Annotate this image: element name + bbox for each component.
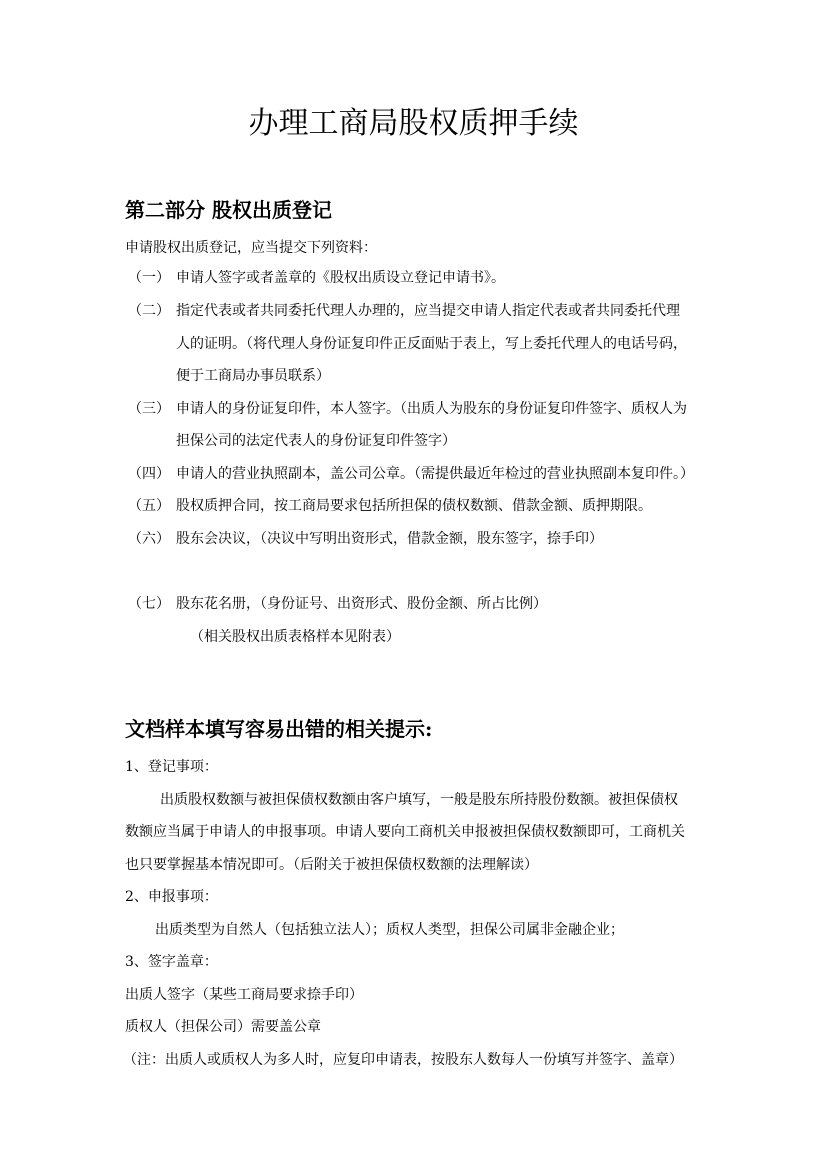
item-3-line-1: 申请人的身份证复印件，本人签字。（出质人为股东的身份证复印件签字、质权人为 [176, 401, 687, 417]
item-4-line-1: 申请人的营业执照副本，盖公司公章。（需提供最近年检过的营业执照副本复印件。） [176, 466, 694, 482]
section1-intro: 申请股权出质登记，应当提交下列资料： [125, 240, 377, 256]
tip-3-line-2: 质权人（担保公司）需要盖公章 [125, 1019, 321, 1035]
item-6-line-1: 股东会决议，（决议中写明出资形式，借款金额，股东签字，捺手印） [176, 531, 603, 547]
tip-3-label: 3、签字盖章： [125, 954, 218, 970]
item-1-line-1: 申请人签字或者盖章的《股权出质设立登记申请书》。 [176, 270, 505, 286]
item-3-line-2: 担保公司的法定代表人的身份证复印件签字） [176, 433, 456, 449]
item-2-line-1: 指定代表或者共同委托代理人办理的，应当提交申请人指定代表或者共同委托代理 [176, 303, 680, 319]
section-heading-tips: 文档样本填写容易出错的相关提示: [125, 717, 433, 741]
tip-2-label: 2、申报事项： [125, 889, 218, 905]
item-1-number: （一） [128, 270, 170, 286]
item-3-number: （三） [128, 401, 170, 417]
tip-1-label: 1、登记事项： [125, 759, 218, 775]
item-7-number: （七） [128, 596, 170, 612]
tip-2-text: 出质类型为自然人（包括独立法人）；质权人类型，担保公司属非金融企业； [155, 922, 624, 938]
item-4-number: （四） [128, 466, 170, 482]
item-5-line-1: 股权质押合同，按工商局要求包括所担保的债权数额、借款金额、质押期限。 [176, 498, 652, 514]
item-6-number: （六） [128, 531, 170, 547]
section-heading-registration: 第二部分 股权出质登记 [125, 198, 332, 222]
attachment-note: （相关股权出质表格样本见附表） [190, 629, 400, 645]
item-2-number: （二） [128, 303, 170, 319]
tip-3-line-3: （注：出质人或质权人为多人时，应复印申请表，按股东人数每人一份填写并签字、盖章） [123, 1052, 683, 1068]
item-2-line-2: 人的证明。（将代理人身份证复印件正反面贴于表上，写上委托代理人的电话号码， [176, 336, 687, 352]
tip-3-line-1: 出质人签字（某些工商局要求捺手印） [125, 987, 363, 1003]
tip-1-line-2: 数额应当属于申请人的申报事项。申请人要向工商机关申报被担保债权数额即可，工商机关 [125, 824, 685, 840]
tip-1-line-3: 也只要掌握基本情况即可。（后附关于被担保债权数额的法理解读） [125, 857, 538, 873]
item-2-line-3: 便于工商局办事员联系） [176, 368, 330, 384]
item-7-line-1: 股东花名册，（身份证号、出资形式、股份金额、所占比例） [176, 596, 547, 612]
document-title: 办理工商局股权质押手续 [248, 106, 579, 141]
item-5-number: （五） [128, 498, 170, 514]
tip-1-line-1: 出质股权数额与被担保债权数额由客户填写，一般是股东所持股份数额。被担保债权 [160, 792, 678, 808]
